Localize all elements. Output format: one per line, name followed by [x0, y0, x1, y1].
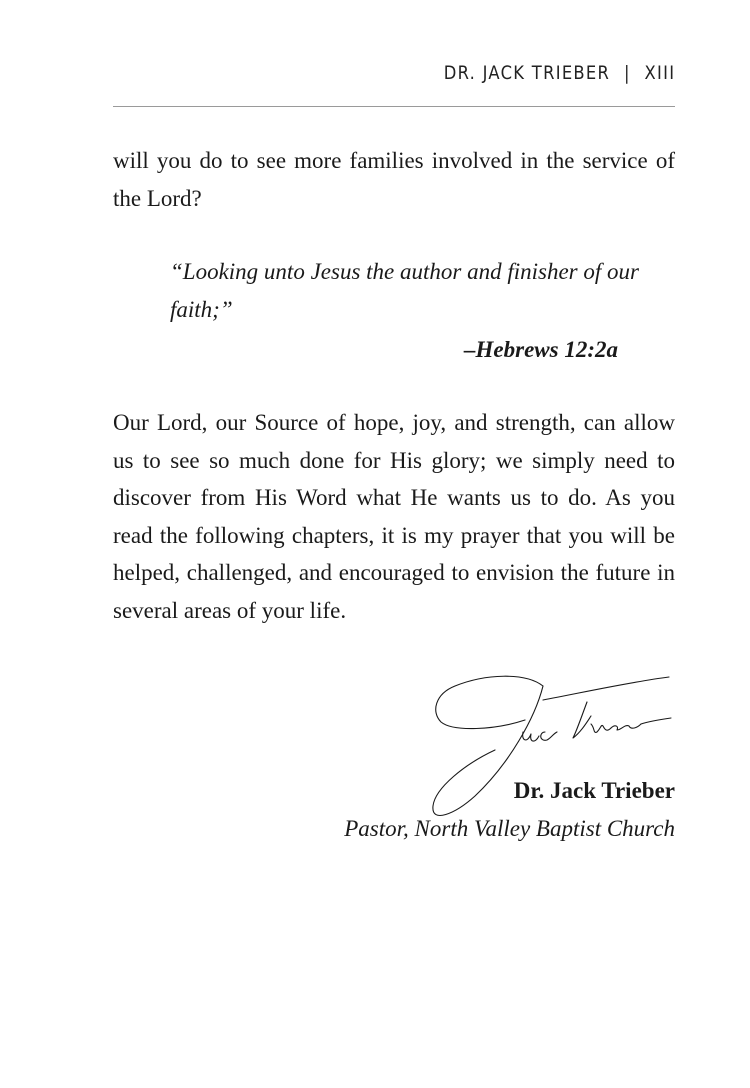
scripture-quote: “Looking unto Jesus the author and finisher of our faith;”	[170, 259, 639, 322]
header-separator: |	[623, 62, 631, 84]
header-page-number: XIII	[644, 62, 675, 84]
running-header	[443, 62, 675, 84]
signatory-name: Dr. Jack Trieber	[513, 778, 675, 803]
signatory-title: Pastor, North Valley Baptist Church	[344, 816, 675, 841]
header-rule	[113, 106, 675, 107]
body-paragraph-1: will you do to see more families involved in the service of the Lord?	[113, 148, 675, 211]
header-author: DR. JACK TRIEBER	[443, 62, 610, 84]
body-paragraph-2: Our Lord, our Source of hope, joy, and strength, can allow us to see so much done for His glory; we simply need to discover from His Word what He wants us to do. As you read the following chapters, it is my prayer that you will be helped, challenged, and encouraged to envision the future in several areas of your life.	[113, 410, 675, 623]
scripture-citation: –Hebrews 12:2a	[464, 337, 618, 362]
